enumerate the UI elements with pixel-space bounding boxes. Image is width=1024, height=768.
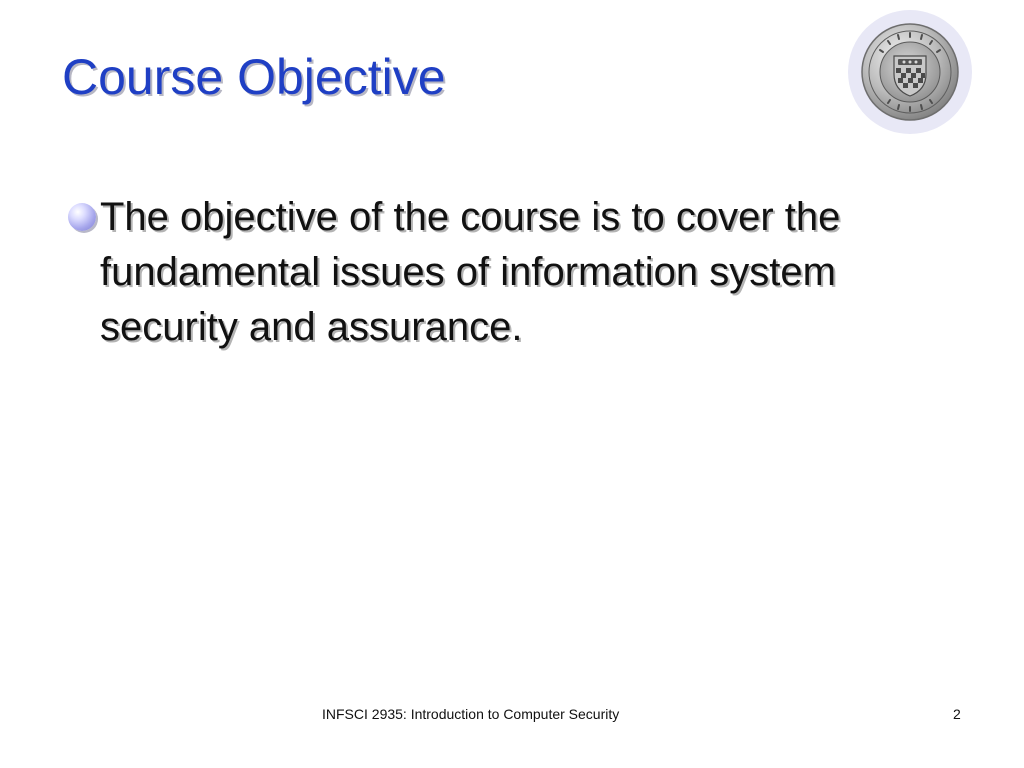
university-seal-icon xyxy=(860,22,960,122)
slide-title: Course Objective xyxy=(62,49,446,105)
footer-course-title: INFSCI 2935: Introduction to Computer Security xyxy=(322,706,620,722)
bullet-item xyxy=(62,190,962,355)
university-seal-logo xyxy=(848,10,972,134)
page-number: 2 xyxy=(953,706,961,722)
seal-crest-top xyxy=(898,59,922,65)
bullet-text: The objective of the course is to cover the fundamental issues of information system security and assurance. xyxy=(100,195,841,349)
bullet-list xyxy=(62,190,962,355)
bullet-dot-icon xyxy=(68,203,96,231)
